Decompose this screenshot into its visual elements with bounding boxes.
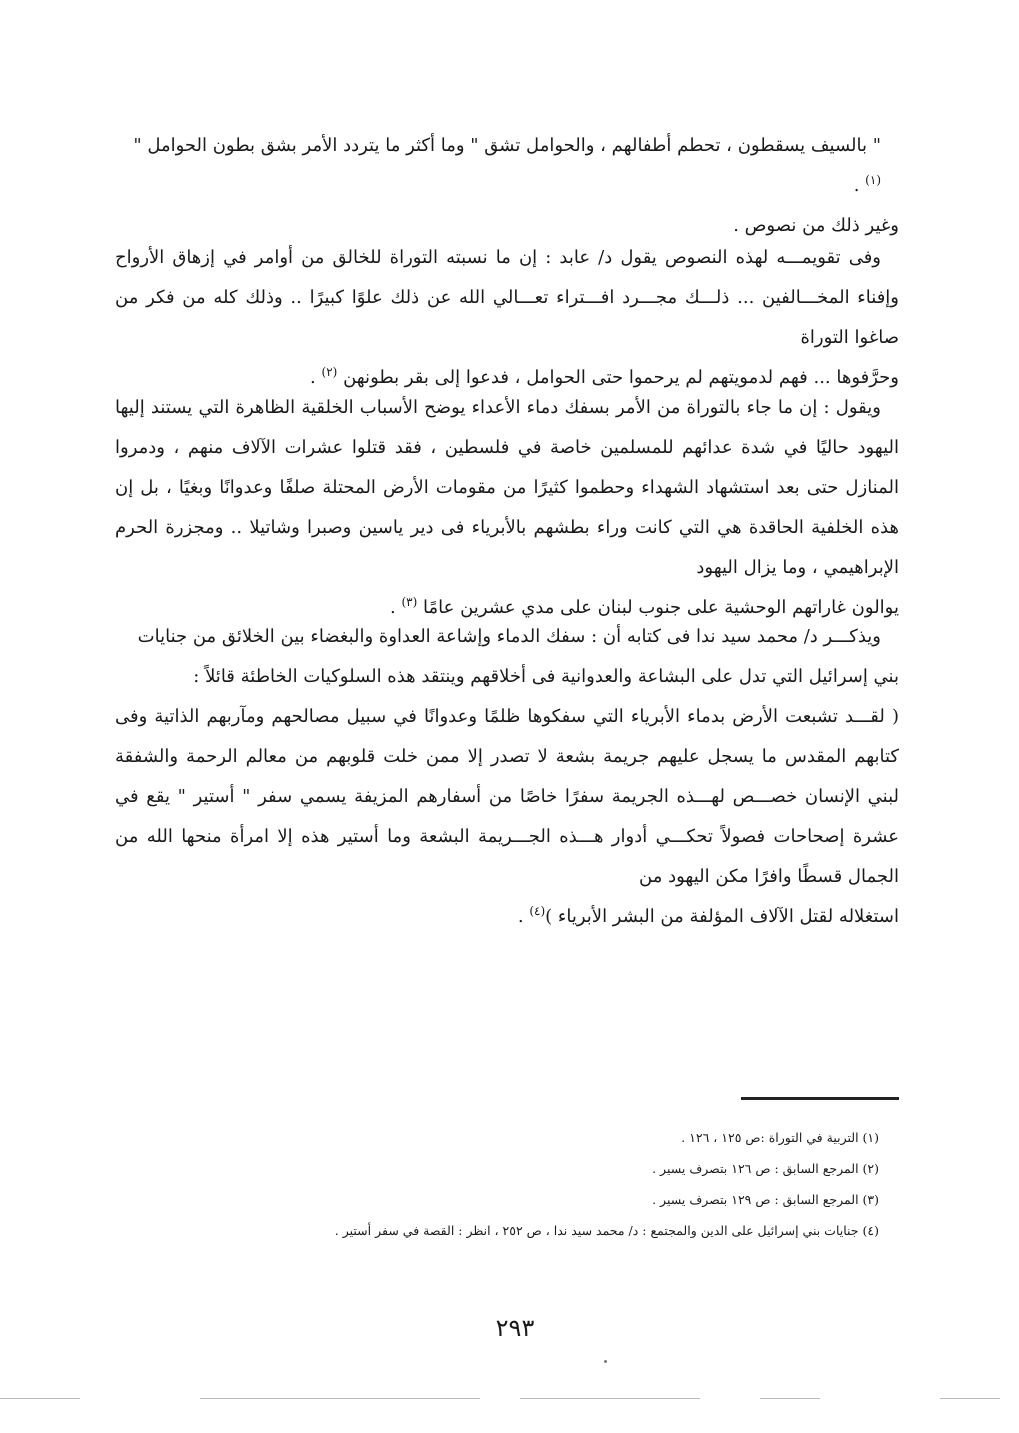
paragraph-2-last-line: وحرَّفوها ... فهم لدمويتهم لم يرحموا حتى الحوامل ، فدعوا إلى بقر بطونهن $^{(٢)}$ . [310, 365, 899, 388]
footnote-separator [741, 1097, 899, 1100]
footnote-4: (٤) جنايات بني إسرائيل على الدين والمجتمع : د/ محمد سيد ندا ، ص ٢٥٢ ، انظر : القصة في سفر أستير . [334, 1223, 879, 1238]
footnote-ref-1[interactable]: (١) [865, 173, 881, 187]
paragraph-3-text: ويقول : إن ما جاء بالتوراة من الأمر بسفك دماء الأعداء يوضح الأسباب الخلقية الظاهرة التي يستند إليها اليهود حاليًا في شدة عدائهم للمسلمين خاصة في فلسطين ، فقد قتلوا عشرات الآلاف منهم ، ودمروا المنازل حتى بعد استشهاد الشهداء وحطموا كثيرًا من مقومات الأرض المحتلة صلفًا وعدوانًا وبغيًا ، بل إن هذه الخلفية الحاقدة هي التي كانت وراء بطشهم بالأبرياء فى دير ياسين وصبرا وشاتيلا .. ومجزرة الحرم الإبراهيمي ، وما يزال اليهود [115, 397, 899, 578]
page-number: ٢٩٣ [495, 1314, 535, 1342]
footnotes [139, 1122, 879, 1246]
footnote-ref-4[interactable]: (٤) [529, 904, 546, 918]
footnote-ref-3[interactable]: (٣) [401, 595, 418, 609]
footnote-ref-2[interactable]: (٢) [321, 365, 338, 379]
scan-edge-line [200, 1398, 480, 1399]
footnote-2: (٢) المرجع السابق : ص ١٢٦ بتصرف يسير . [652, 1161, 879, 1176]
paragraph-3 [115, 388, 899, 628]
paragraph-2-text: وفى تقويمـــه لهذه النصوص يقول د/ عابد : إن ما نسبته التوراة للخالق من أوامر في إزهاق الأرواح وإفناء المخـــالفين ... ذلـــك مجـــرد افـــتراء تعـــالي الله عن ذلك علوًا كبيرًا .. وذلك كله من فكر من صاغوا التوراة [115, 247, 899, 348]
paragraph-1-line-1: " بالسيف يسقطون ، تحطم أطفالهم ، والحوامل تشق " وما أكثر ما يتردد الأمر بشق بطون الحوامل " $^{(١)}$ . [133, 135, 881, 196]
paragraph-4-last-line: بني إسرائيل التي تدل على البشاعة والعدوانية فى أخلاقهم وينتقد هذه السلوكيات الخاطئة قائلاً : [193, 666, 899, 687]
scan-edge-line [520, 1398, 700, 1399]
scan-speck [604, 1360, 607, 1363]
paragraph-4 [115, 617, 899, 697]
paragraph-5-quote [115, 697, 899, 937]
scan-edge-line [760, 1398, 820, 1399]
paragraph-4-text: ويذكـــر د/ محمد سيد ندا فى كتابه أن : سفك الدماء وإشاعة العداوة والبغضاء بين الخلائق من جنايات [137, 626, 881, 647]
scan-edge-line [0, 1398, 80, 1399]
paragraph-5-last-line: استغلاله لقتل الآلاف المؤلفة من البشر الأبرياء )$^{(٤)}$ . [517, 904, 899, 927]
footnote-3: (٣) المرجع السابق : ص ١٢٩ بتصرف يسير . [652, 1192, 879, 1207]
paragraph-2 [115, 238, 899, 398]
scan-edge-line [940, 1398, 1000, 1399]
paragraph-5-text: ( لقـــد تشبعت الأرض بدماء الأبرياء التي سفكوها ظلمًا وعدوانًا في سبيل مصالحهم ومآربهم الذاتية وفى كتابهم المقدس ما يسجل عليهم جريمة بشعة لا تصدر إلا ممن خلت قلوبهم من معالم الرحمة والشفقة لبني الإنسان خصـــص لهـــذه الجريمة سفرًا خاصًا من أسفارهم المزيفة يسمي سفر " أستير " يقع في عشرة إصحاحات فصولاً تحكـــي أدوار هـــذه الجـــريمة البشعة وما أستير هذه إلا امرأة منحها الله من الجمال قسطًا وافرًا مكن اليهود من [115, 706, 899, 887]
footnote-1: (١) التربية في التوراة :ص ١٢٥ ، ١٢٦ . [681, 1130, 879, 1145]
paragraph-3-last-line: يوالون غاراتهم الوحشية على جنوب لبنان على مدي عشرين عامًا $^{(٣)}$ . [390, 595, 899, 618]
paragraph-1 [115, 126, 899, 246]
paragraph-1-line-2: وغير ذلك من نصوص . [733, 215, 899, 236]
